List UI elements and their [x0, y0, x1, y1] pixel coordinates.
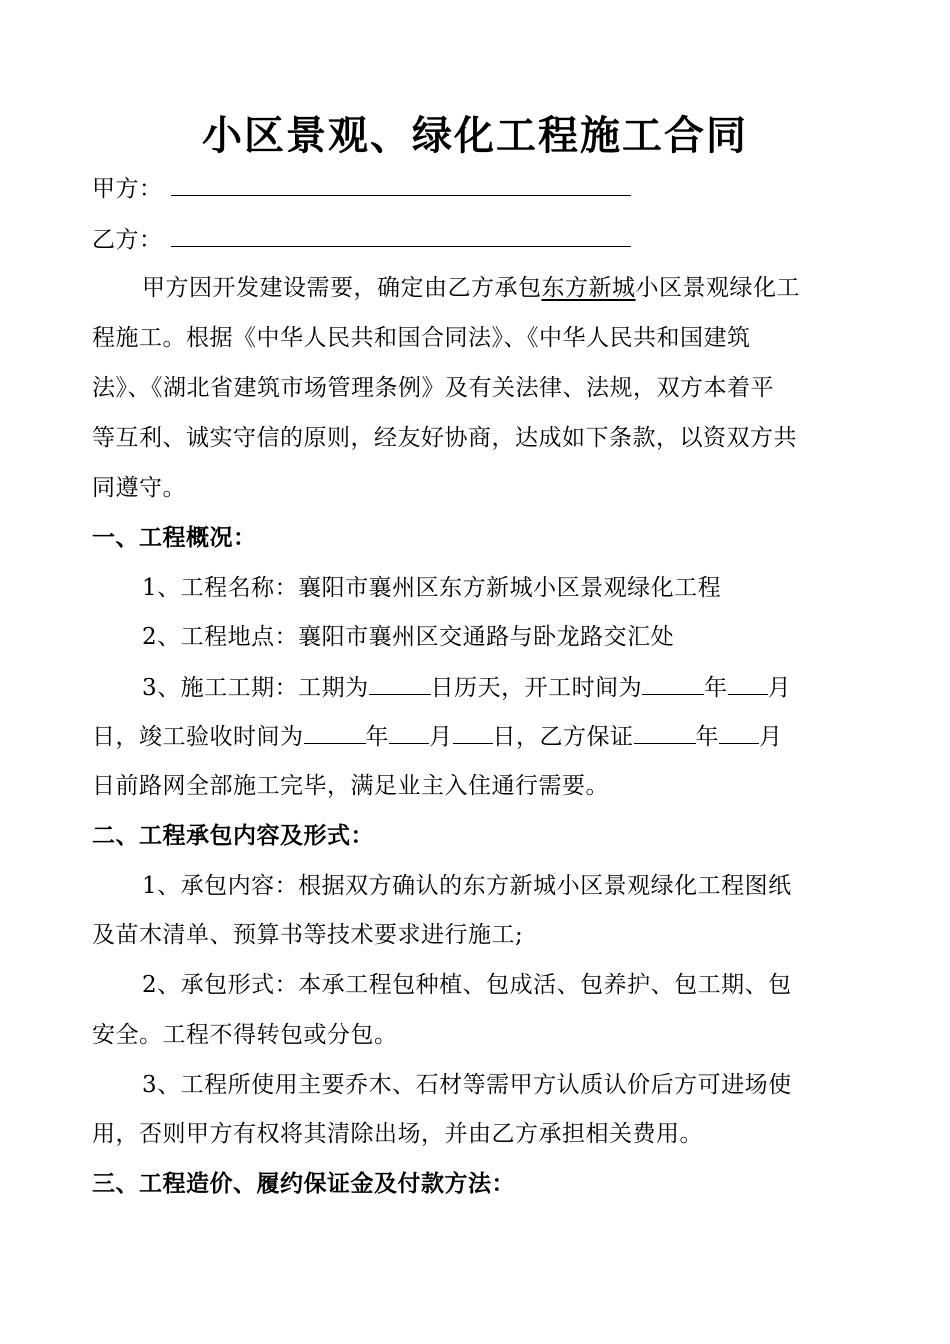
section-2-item-3-line-1: 3、工程所使用主要乔木、石材等需甲方认质认价后方可进场使 [142, 1072, 792, 1098]
schedule-text: ，竣工验收时间为 [115, 724, 304, 750]
days-blank [369, 672, 431, 695]
party-b-line [92, 224, 862, 255]
end-year-blank [304, 721, 366, 744]
preamble-line-3: 法》、《湖北省建筑市场管理条例》及有关法律、法规，双方本着平 [92, 375, 774, 401]
year-label: 年 [695, 724, 719, 750]
guarantee-year-blank [634, 721, 696, 744]
section-1-item-1: 1、工程名称：襄阳市襄州区东方新城小区景观绿化工程 [142, 575, 722, 601]
section-3-heading: 三、工程造价、履约保证金及付款方法： [92, 1170, 515, 1197]
section-2-item-1-line-2: 及苗木清单、预算书等技术要求进行施工; [92, 922, 524, 948]
project-name-underlined: 东方新城 [541, 275, 636, 301]
schedule-text: ，乙方保证 [516, 724, 634, 750]
year-label: 年 [704, 675, 728, 701]
section-1-item-2: 2、工程地点：襄阳市襄州区交通路与卧龙路交汇处 [142, 624, 675, 650]
month-label: 月 [429, 724, 453, 750]
schedule-text: 3、施工工期：工期为 [142, 675, 369, 701]
end-month-blank [389, 721, 429, 744]
document-title: 小区景观、绿化工程施工合同 [202, 112, 748, 159]
year-label: 年 [365, 724, 389, 750]
guarantee-month-blank [719, 721, 759, 744]
section-2-item-2-line-1: 2、承包形式：本承工程包种植、包成活、包养护、包工期、包 [142, 972, 792, 998]
party-a-blank [171, 173, 631, 196]
section-1-item-3-line-1 [142, 672, 912, 703]
month-label: 月 [759, 724, 783, 750]
section-2-item-3-line-2: 用，否则甲方有权将其清除出场，并由乙方承担相关费用。 [92, 1121, 703, 1147]
preamble-line-1 [142, 273, 912, 303]
schedule-text: 日历天，开工时间为 [430, 675, 643, 701]
preamble-text: 甲方因开发建设需要，确定由乙方承包 [142, 275, 542, 301]
day-label: 日 [492, 724, 516, 750]
section-2-item-1-line-1: 1、承包内容：根据双方确认的东方新城小区景观绿化工程图纸 [142, 873, 792, 899]
month-label: 月 [767, 675, 792, 701]
preamble-line-2: 程施工。根据《中华人民共和国合同法》、《中华人民共和国建筑 [92, 325, 751, 351]
section-1-item-3-line-3: 日前路网全部施工完毕，满足业主入住通行需要。 [92, 773, 609, 799]
section-1-heading: 一、工程概况： [92, 524, 257, 551]
end-day-blank [453, 721, 493, 744]
section-1-item-3-line-2 [92, 721, 862, 752]
start-month-blank [728, 672, 768, 695]
party-b-label: 乙方： [92, 227, 163, 253]
start-year-blank [642, 672, 704, 695]
section-2-heading: 二、工程承包内容及形式： [92, 822, 374, 849]
party-a-label: 甲方： [92, 176, 163, 202]
preamble-text: 小区景观绿化工 [635, 275, 800, 301]
party-b-blank [171, 224, 631, 247]
party-a-line [92, 173, 862, 204]
section-2-item-2-line-2: 安全。工程不得转包或分包。 [92, 1022, 398, 1048]
preamble-line-4: 等互利、诚实守信的原则，经友好协商，达成如下条款，以资双方共 [92, 425, 797, 451]
preamble-line-5: 同遵守。 [92, 475, 186, 501]
day-label: 日 [92, 724, 116, 750]
